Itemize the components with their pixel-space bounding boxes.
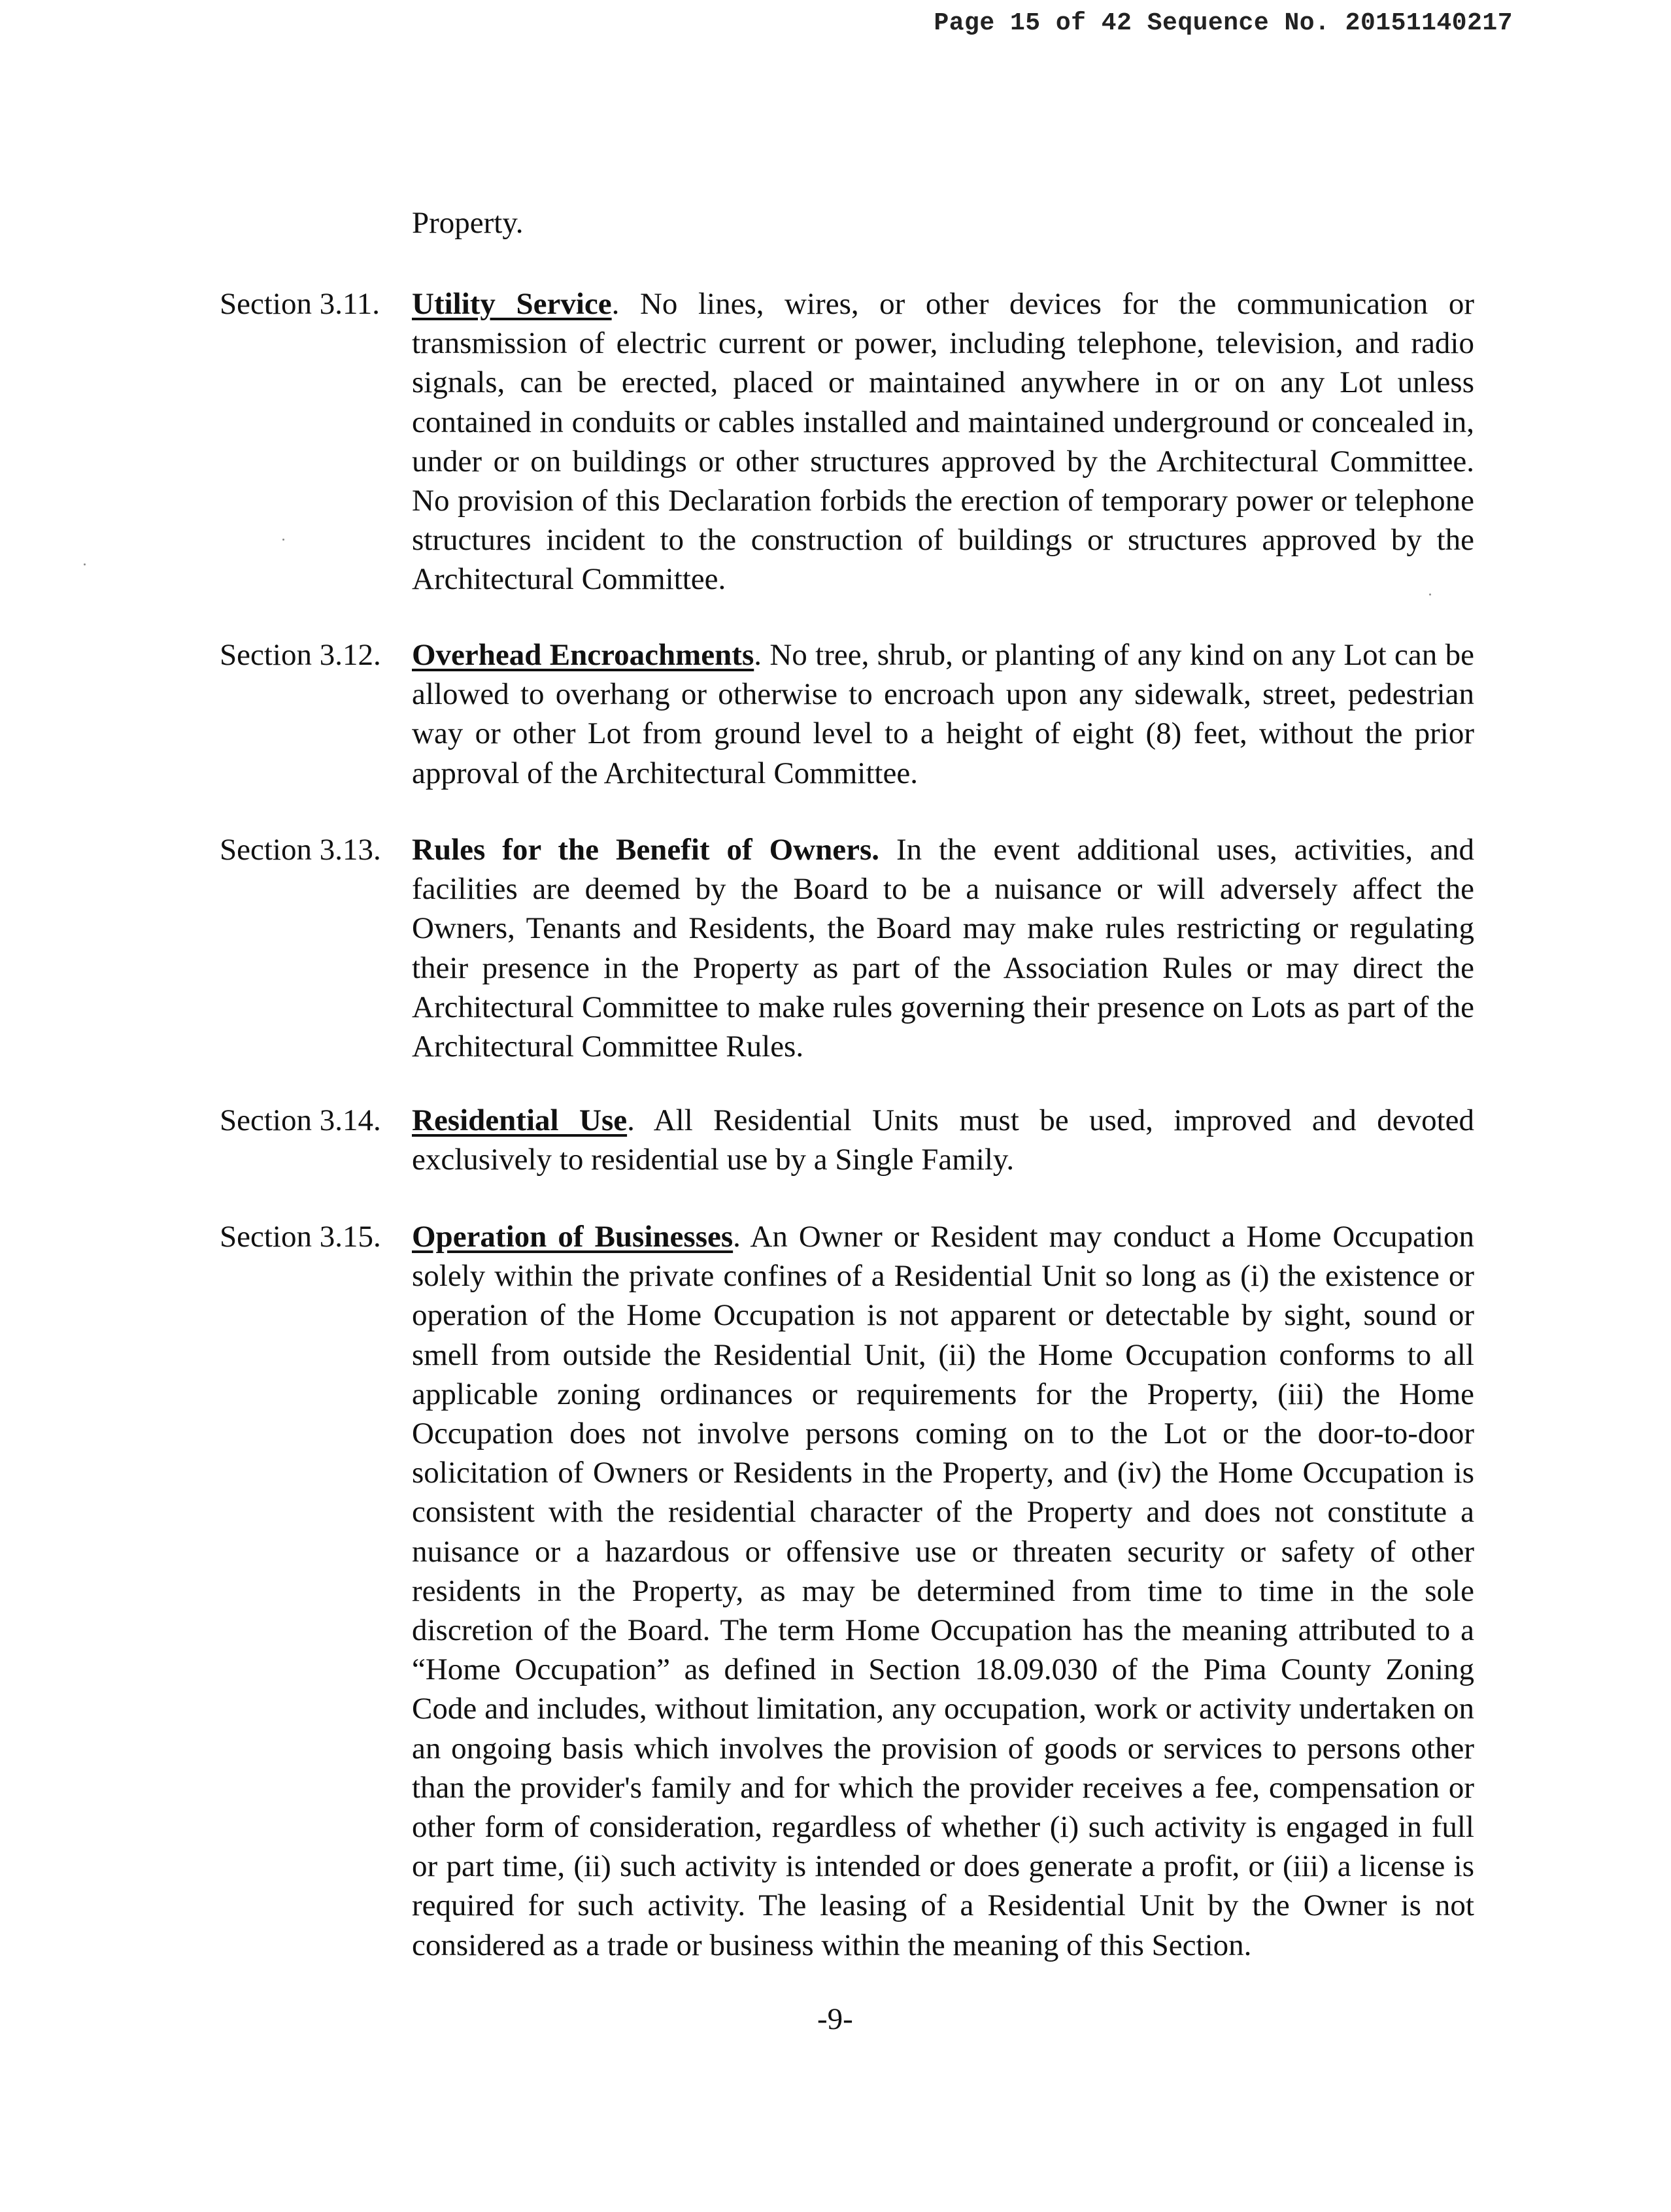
section-body <box>412 1101 1474 1179</box>
section-text: . An Owner or Resident may conduct a Home Occupation solely within the private confines of a Residential Unit so long as (i) the existence or operation of the Home Occupation is not apparent or detectable by sight, sound or smell from outside the Residential Unit, (ii) the Home Occupation conforms to all applicable zoning ordinances or requirements for the Property, (iii) the Home Occupation does not involve persons coming on to the Lot or the door-to-door solicitation of Owners or Residents in the Property, and (iv) the Home Occupation is consistent with the residential character of the Property and does not constitute a nuisance or a hazardous or offensive use or threaten security or safety of other residents in the Property, as may be determined from time to time in the sole discretion of the Board. The term Home Occupation has the meaning attributed to a “Home Occupation” as defined in Section 18.09.030 of the Pima County Zoning Code and includes, without limitation, any occupation, work or activity undertaken on an ongoing basis which involves the provision of goods or services to persons other than the provider's family and for which the provider receives a fee, compensation or other form of consideration, regardless of whether (i) such activity is engaged in full or part time, (ii) such activity is intended or does generate a profit, or (iii) a license is required for such activity. The leasing of a Residential Unit by the Owner is not considered as a trade or business within the meaning of this Section. <box>412 1220 1474 1962</box>
section-label: Section 3.14. <box>220 1103 381 1137</box>
scan-speck <box>84 563 86 565</box>
section-label: Section 3.15. <box>220 1220 381 1254</box>
fax-header: Page 15 of 42 Sequence No. 20151140217 <box>934 9 1513 37</box>
section-text: . No tree, shrub, or planting of any kind on any Lot can be allowed to overhang or otherwise to encroach upon any sidewalk, street, pedestrian way or other Lot from ground level to a height of eight (8) feet, without the prior approval of the Architectural Committee. <box>412 638 1474 790</box>
section-body <box>412 830 1474 1066</box>
scan-speck <box>1429 594 1431 595</box>
section-text: . All Residential Units must be used, improved and devoted exclusively to residential use by a Single Family. <box>412 1103 1474 1177</box>
section-heading: Rules for the Benefit of Owners. <box>412 833 880 867</box>
page-number: -9- <box>817 2002 853 2036</box>
section-text: . No lines, wires, or other devices for the communication or transmission of electric current or power, including telephone, television, and radio signals, can be erected, placed or maintained anywhere in or on any Lot unless contained in conduits or cables installed and maintained underground or concealed in, under or on buildings or other structures approved by the Architectural Committee. No provision of this Declaration forbids the erection of temporary power or telephone structures incident to the construction of buildings or structures approved by the Architectural Committee. <box>412 287 1474 597</box>
section-body <box>412 635 1474 793</box>
section-label: Section 3.12. <box>220 638 381 672</box>
scan-speck <box>282 539 284 541</box>
section-heading: Operation of Businesses <box>412 1220 734 1254</box>
section-label: Section 3.11. <box>220 287 380 321</box>
section-label: Section 3.13. <box>220 833 381 867</box>
section-heading: Residential Use <box>412 1103 628 1137</box>
continuation-text: Property. <box>412 206 524 240</box>
section-body <box>412 1217 1474 1965</box>
section-text: In the event additional uses, activities, and facilities are deemed by the Board to be a nuisance or will adversely affect the Owners, Tenants and Residents, the Board may make rules restricting or regulating their presence in the Property as part of the Association Rules or may direct the Architectural Committee to make rules governing their presence on Lots as part of the Architectural Committee Rules. <box>412 833 1474 1064</box>
section-heading: Overhead Encroachments <box>412 638 754 672</box>
section-heading: Utility Service <box>412 287 612 321</box>
section-body <box>412 284 1474 599</box>
